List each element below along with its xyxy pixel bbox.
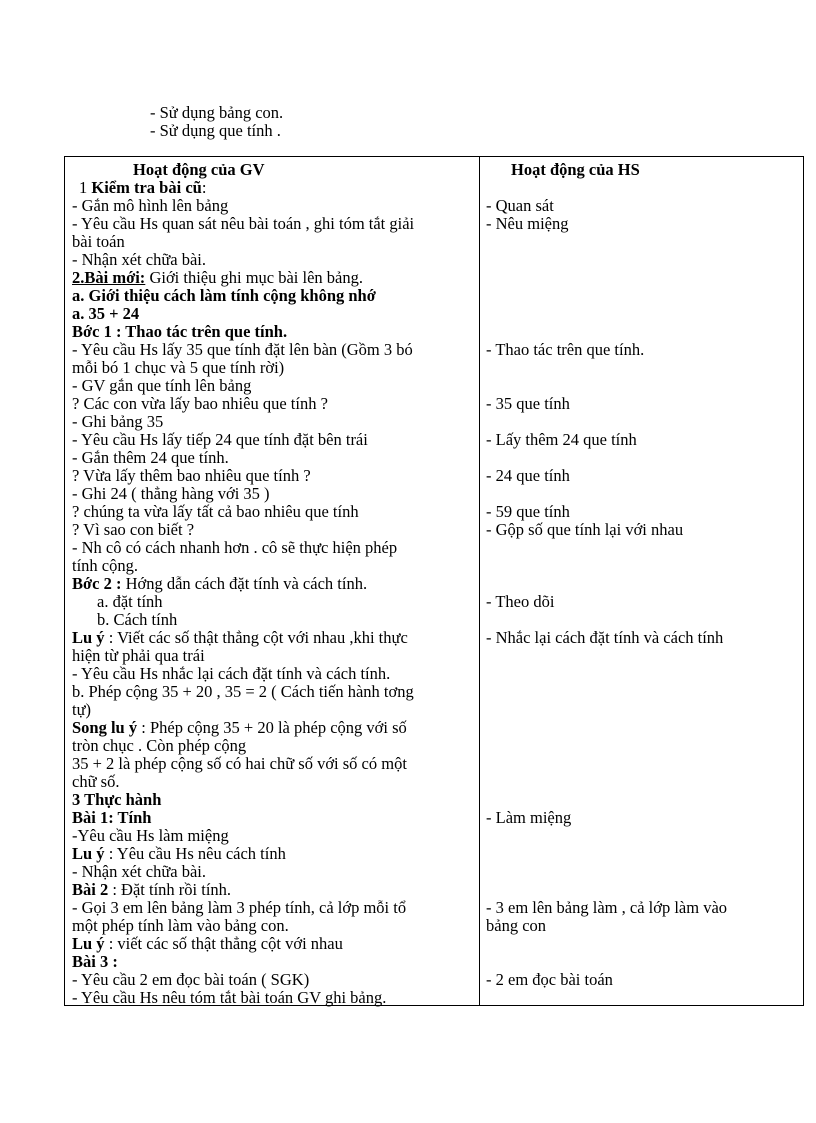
gv-line: 35 + 2 là phép cộng số có hai chữ số với số có một — [72, 754, 407, 773]
gv-line: -Yêu cầu Hs làm miệng — [72, 826, 229, 845]
note-text: : viết các số thật thẳng cột với nhau — [104, 934, 343, 953]
gv-line: Bài 1: Tính — [72, 808, 152, 827]
gv-line: Bớc 1 : Thao tác trên que tính. — [72, 322, 288, 341]
gv-line: - GV gắn que tính lên bảng — [72, 376, 252, 395]
hs-line: bảng con — [486, 916, 547, 935]
hs-line: - Làm miệng — [486, 808, 572, 827]
exercise-text: : — [108, 952, 118, 971]
gv-line — [79, 179, 206, 197]
gv-line: - Gọi 3 em lên bảng làm 3 phép tính, cả lớp mỗi tổ — [72, 898, 407, 917]
gv-line: - Yêu cầu Hs lấy 35 que tính đặt lên bàn (Gồm 3 bó — [72, 340, 413, 359]
gv-line — [72, 845, 286, 863]
hs-line: - Lấy thêm 24 que tính — [486, 430, 637, 449]
gv-line: - Yêu cầu Hs nêu tóm tắt bài toán GV ghi bảng. — [72, 988, 387, 1007]
note-text: : Phép cộng 35 + 20 là phép cộng với số — [137, 718, 407, 737]
gv-line: 3 Thực hành — [72, 790, 162, 809]
gv-line: tính cộng. — [72, 556, 138, 575]
gv-line: - Yêu cầu Hs quan sát nêu bài toán , ghi tóm tắt giải — [72, 214, 415, 233]
gv-line — [72, 881, 231, 899]
gv-line: a. đặt tính — [97, 592, 163, 611]
lesson-table — [64, 156, 804, 1006]
gv-line: - Gắn thêm 24 que tính. — [72, 448, 229, 467]
note-text: : Yêu cầu Hs nêu cách tính — [104, 844, 286, 863]
exercise-text: : Đặt tính rồi tính. — [108, 880, 232, 899]
gv-line: - Yêu cầu Hs lấy tiếp 24 que tính đặt bên trái — [72, 430, 368, 449]
gv-line: ? Vừa lấy thêm bao nhiêu que tính ? — [72, 466, 311, 485]
section-suffix: : — [201, 178, 207, 197]
section-number: 1 — [79, 178, 92, 197]
gv-line — [72, 935, 343, 953]
gv-line: bài toán — [72, 232, 125, 251]
gv-line: ? Vì sao con biết ? — [72, 520, 195, 539]
gv-line: tự) — [72, 700, 92, 719]
hs-line: - Thao tác trên que tính. — [486, 340, 645, 359]
exercise-heading: Bài 2 — [72, 880, 109, 899]
hs-line: - Nêu miệng — [486, 214, 569, 233]
hs-line: - 24 que tính — [486, 466, 570, 485]
hs-line: - Theo dõi — [486, 592, 555, 611]
gv-line: - Ghi bảng 35 — [72, 412, 164, 431]
gv-line — [72, 629, 408, 647]
hs-line: - 35 que tính — [486, 394, 570, 413]
hs-line: - Nhắc lại cách đặt tính và cách tính — [486, 628, 724, 647]
gv-line: hiện từ phải qua trái — [72, 646, 205, 665]
hs-line: - 3 em lên bảng làm , cả lớp làm vào — [486, 898, 728, 917]
gv-line: - Nhận xét chữa bài. — [72, 862, 207, 881]
gv-line: một phép tính làm vào bảng con. — [72, 916, 289, 935]
gv-line: a. Giới thiệu cách làm tính cộng không nhớ — [72, 286, 376, 305]
gv-line: tròn chục . Còn phép cộng — [72, 736, 247, 755]
gv-line: - Nhận xét chữa bài. — [72, 250, 207, 269]
note-text: : Viết các số thật thẳng cột với nhau ,khi thực — [104, 628, 408, 647]
hs-line: - 59 que tính — [486, 502, 570, 521]
gv-line: - Ghi 24 ( thẳng hàng với 35 ) — [72, 484, 270, 503]
gv-line: ? Các con vừa lấy bao nhiêu que tính ? — [72, 394, 328, 413]
intro-line: - Sử dụng que tính . — [150, 121, 281, 140]
note-heading: Lu ý — [72, 934, 105, 953]
gv-line: mỗi bó 1 chục và 5 que tính rời) — [72, 358, 285, 377]
hs-line: - Quan sát — [486, 196, 554, 215]
gv-line: - Gắn mô hình lên bảng — [72, 196, 229, 215]
note-heading: Lu ý — [72, 628, 105, 647]
step-text: Hớng dẫn cách đặt tính và cách tính. — [121, 574, 368, 593]
note-heading: Lu ý — [72, 844, 105, 863]
gv-line: chữ số. — [72, 772, 120, 791]
section-heading: Kiểm tra bài cũ — [91, 178, 202, 197]
column-divider — [479, 157, 480, 1005]
gv-column-header: Hoạt động của GV — [133, 160, 265, 179]
gv-line — [72, 575, 367, 593]
intro-line: - Sử dụng bảng con. — [150, 103, 284, 122]
gv-line: - Yêu cầu 2 em đọc bài toán ( SGK) — [72, 970, 310, 989]
gv-line — [72, 719, 407, 737]
hs-line: - Gộp số que tính lại với nhau — [486, 520, 684, 539]
section-suffix: Giới thiệu ghi mục bài lên bảng. — [145, 268, 363, 287]
gv-line: b. Phép cộng 35 + 20 , 35 = 2 ( Cách tiến hành tơng — [72, 682, 414, 701]
step-heading: Bớc 2 : — [72, 574, 122, 593]
gv-line: ? chúng ta vừa lấy tất cả bao nhiêu que tính — [72, 502, 359, 521]
note-heading: Song lu ý — [72, 718, 138, 737]
exercise-heading: Bài 3 — [72, 952, 109, 971]
section-heading: 2.Bài mới: — [72, 268, 146, 287]
gv-line: - Yêu cầu Hs nhắc lại cách đặt tính và cách tính. — [72, 664, 391, 683]
hs-column-header: Hoạt động của HS — [511, 160, 640, 179]
gv-line: - Nh cô có cách nhanh hơn . cô sẽ thực hiện phép — [72, 538, 398, 557]
gv-line: b. Cách tính — [97, 610, 178, 629]
gv-line — [72, 953, 118, 971]
gv-line: a. 35 + 24 — [72, 304, 140, 323]
intro-list — [150, 104, 283, 140]
hs-line: - 2 em đọc bài toán — [486, 970, 613, 989]
gv-line — [72, 269, 363, 287]
